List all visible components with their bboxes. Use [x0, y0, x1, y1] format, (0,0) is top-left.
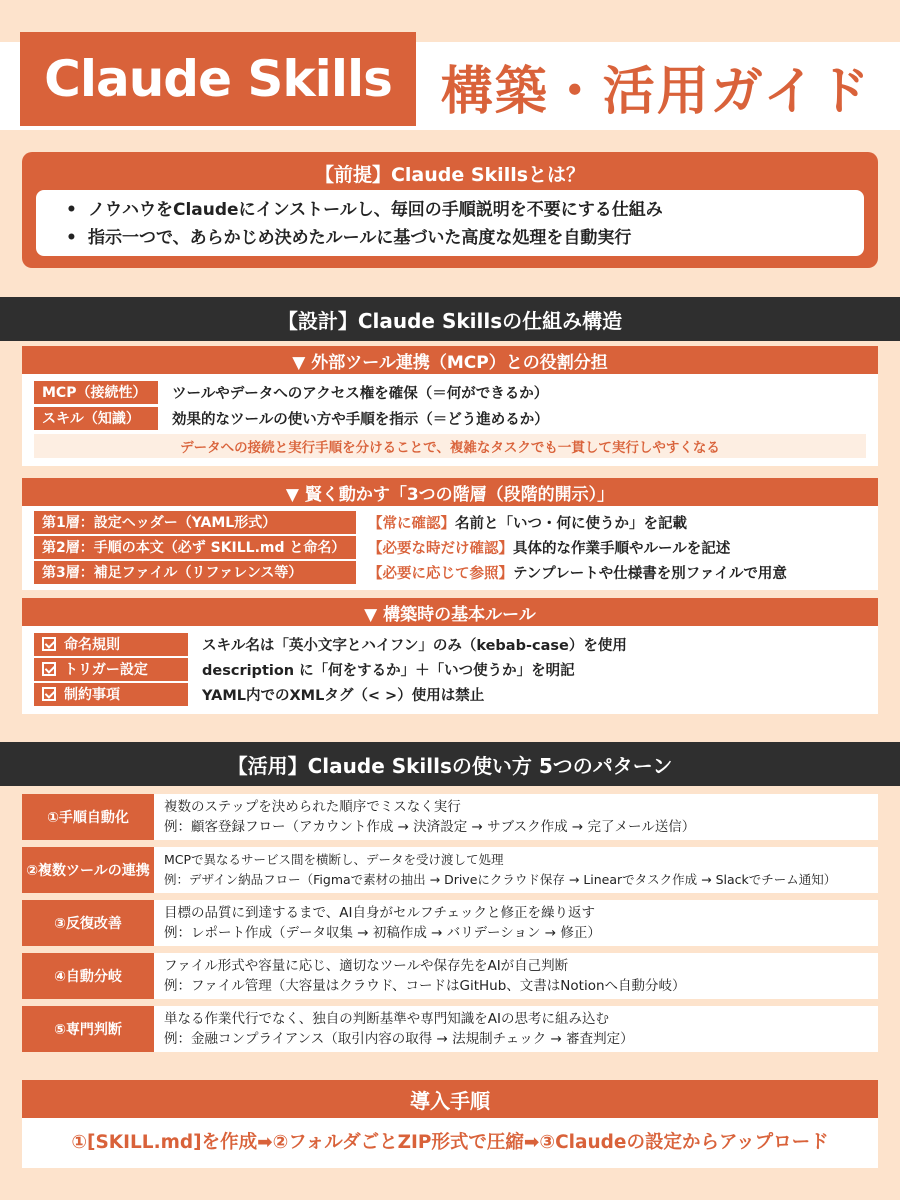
rule-tag: 制約事項 — [64, 687, 120, 703]
header-subtitle: 構築・活用ガイド — [440, 61, 872, 122]
mcp-tag: MCP（接続性） — [34, 381, 158, 404]
pattern-card — [22, 794, 878, 840]
layer-accent: 【必要に応じて参照】 — [368, 565, 513, 582]
usage-section-bar: 【活用】Claude Skillsの使い方 5つのパターン — [0, 742, 900, 786]
premise-title: 【前提】Claude Skillsとは？ — [314, 164, 586, 186]
pattern-example: 例：顧客登録フロー（アカウント作成 → 決済設定 → サブスク作成 → 完了メール送信） — [164, 819, 696, 835]
layer-tag: 第3層：補足ファイル（リファレンス等） — [34, 561, 356, 584]
rule-text: スキル名は「英小文字とハイフン」のみ（kebab-case）を使用 — [202, 637, 627, 654]
layer-row-1 — [34, 510, 687, 534]
design-section-bar: 【設計】Claude Skillsの仕組み構造 — [0, 297, 900, 341]
mcp-note: データへの接続と実行手順を分けることで、複雑なタスクでも一貫して実行しやすくなる — [34, 434, 866, 458]
pattern-desc: 単なる作業代行でなく、独自の判断基準や専門知識をAIの思考に組み込む — [164, 1011, 609, 1027]
header-title: Claude Skills — [20, 32, 416, 126]
skill-text: 効果的なツールの使い方や手順を指示（＝どう進めるか） — [172, 411, 549, 428]
pattern-example: 例：金融コンプライアンス（取引内容の取得 → 法規制チェック → 審査判定） — [164, 1031, 634, 1047]
intro-steps: ①[SKILL.md]を作成➡②フォルダごとZIP形式で圧縮➡③Claudeの設定からアップロード — [71, 1132, 829, 1153]
pattern-desc: ファイル形式や容量に応じ、適切なツールや保存先をAIが自己判断 — [164, 958, 569, 974]
header — [0, 0, 900, 140]
pattern-card — [22, 1006, 878, 1052]
rule-row-2 — [34, 657, 575, 681]
rule-row-3 — [34, 682, 484, 706]
rule-tag: トリガー設定 — [64, 662, 148, 678]
skill-row — [34, 406, 549, 430]
layer-row-2 — [34, 535, 730, 559]
layers-heading: ▼ 賢く動かす「3つの階層（段階的開示）」 — [22, 478, 878, 506]
pattern-tag: ②複数ツールの連携 — [22, 847, 154, 893]
intro-card — [22, 1080, 878, 1168]
premise-bullet: • ノウハウをClaudeにインストールし、毎回の手順説明を不要にする仕組み — [88, 196, 864, 224]
layer-tag: 第2層：手順の本文（必ず SKILL.md と命名） — [34, 536, 356, 559]
rules-panel — [22, 598, 878, 714]
rule-row-1 — [34, 632, 627, 656]
premise-card — [22, 152, 878, 268]
checkbox-icon — [42, 662, 56, 676]
premise-bullet: • 指示一つで、あらかじめ決めたルールに基づいた高度な処理を自動実行 — [88, 224, 864, 252]
layer-text: 具体的な作業手順やルールを記述 — [513, 540, 731, 557]
pattern-desc: 複数のステップを決められた順序でミスなく実行 — [164, 799, 461, 815]
pattern-card — [22, 847, 878, 893]
pattern-card — [22, 900, 878, 946]
layers-panel — [22, 478, 878, 590]
skill-tag: スキル（知識） — [34, 407, 158, 430]
mcp-text: ツールやデータへのアクセス権を確保（＝何ができるか） — [172, 385, 549, 402]
premise-list — [36, 190, 864, 256]
pattern-desc: MCPで異なるサービス間を横断し、データを受け渡して処理 — [164, 852, 504, 867]
checkbox-icon — [42, 637, 56, 651]
pattern-example: 例：レポート作成（データ収集 → 初稿作成 → バリデーション → 修正） — [164, 925, 601, 941]
layer-text: テンプレートや仕様書を別ファイルで用意 — [513, 565, 787, 582]
layer-row-3 — [34, 560, 787, 584]
pattern-example: 例：デザイン納品フロー（Figmaで素材の抽出 → Driveにクラウド保存 → Linearでタスク作成 → Slackでチーム通知） — [164, 872, 837, 887]
rule-text: description に「何をするか」＋「いつ使うか」を明記 — [202, 662, 575, 679]
pattern-card — [22, 953, 878, 999]
pattern-tag: ⑤専門判断 — [22, 1006, 154, 1052]
mcp-heading: ▼ 外部ツール連携（MCP）との役割分担 — [22, 346, 878, 374]
layer-accent: 【必要な時だけ確認】 — [368, 540, 513, 557]
pattern-tag: ③反復改善 — [22, 900, 154, 946]
rule-tag: 命名規則 — [64, 637, 120, 653]
intro-heading: 導入手順 — [22, 1080, 878, 1118]
layer-text: 名前と「いつ・何に使うか」を記載 — [455, 515, 687, 532]
pattern-tag: ①手順自動化 — [22, 794, 154, 840]
mcp-row — [34, 380, 548, 404]
layer-tag: 第1層：設定ヘッダー（YAML形式） — [34, 511, 356, 534]
pattern-example: 例：ファイル管理（大容量はクラウド、コードはGitHub、文書はNotionへ自動分岐） — [164, 978, 686, 994]
rule-text: YAML内でのXMLタグ（< >）使用は禁止 — [202, 687, 485, 704]
rules-heading: ▼ 構築時の基本ルール — [22, 598, 878, 626]
layer-accent: 【常に確認】 — [368, 515, 455, 532]
checkbox-icon — [42, 687, 56, 701]
pattern-tag: ④自動分岐 — [22, 953, 154, 999]
pattern-desc: 目標の品質に到達するまで、AI自身がセルフチェックと修正を繰り返す — [164, 905, 596, 921]
mcp-panel — [22, 346, 878, 466]
